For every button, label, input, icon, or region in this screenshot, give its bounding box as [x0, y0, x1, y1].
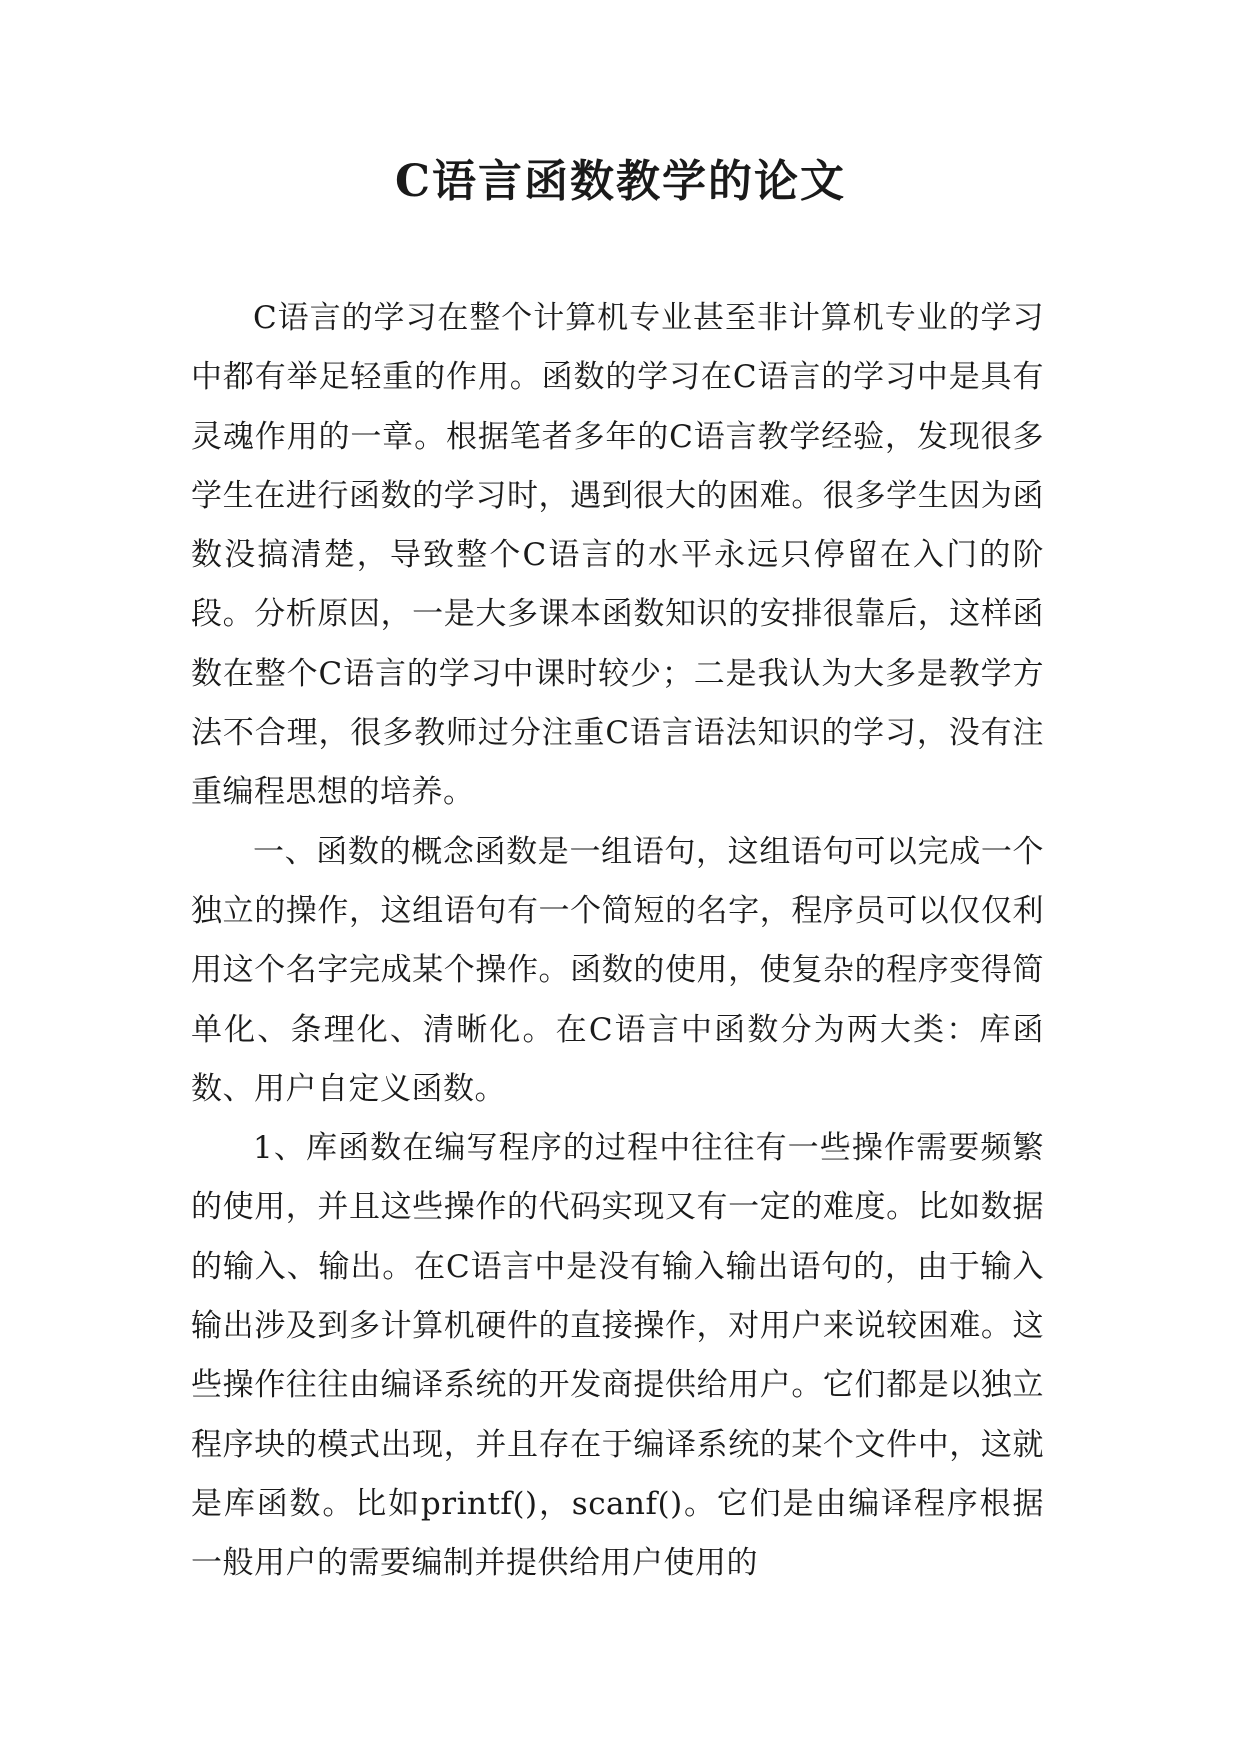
paragraph-intro: C语言的学习在整个计算机专业甚至非计算机专业的学习中都有举足轻重的作用。函数的学习在C语言的学习中是具有灵魂作用的一章。根据笔者多年的C语言教学经验，发现很多学生在进行函数的学习时，遇到很大的困难。很多学生因为函数没搞清楚，导致整个C语言的水平永远只停留在入门的阶段。分析原因，一是大多课本函数知识的安排很靠后，这样函数在整个C语言的学习中课时较少；二是我认为大多是教学方法不合理，很多教师过分注重C语言语法知识的学习，没有注重编程思想的培养。 — [191, 300, 1044, 811]
paragraph-library-functions: 1、库函数在编写程序的过程中往往有一些操作需要频繁的使用，并且这些操作的代码实现又有一定的难度。比如数据的输入、输出。在C语言中是没有输入输出语句的，由于输入输出涉及到多计算机硬件的直接操作，对用户来说较困难。这些操作往往由编译系统的开发商提供给用户。它们都是以独立程序块的模式出现，并且存在于编译系统的某个文件中，这就是库函数。比如printf()，scanf()。它们是由编译程序根据一般用户的需要编制并提供给用户使用的 — [191, 1130, 1044, 1582]
document-title: C语言函数教学的论文 — [394, 156, 847, 207]
paragraph-function-concept: 一、函数的概念函数是一组语句，这组语句可以完成一个独立的操作，这组语句有一个简短的名字，程序员可以仅仅利用这个名字完成某个操作。函数的使用，使复杂的程序变得简单化、条理化、清晰化。在C语言中函数分为两大类：库函数、用户自定义函数。 — [191, 833, 1044, 1107]
document-body — [191, 289, 1044, 1594]
